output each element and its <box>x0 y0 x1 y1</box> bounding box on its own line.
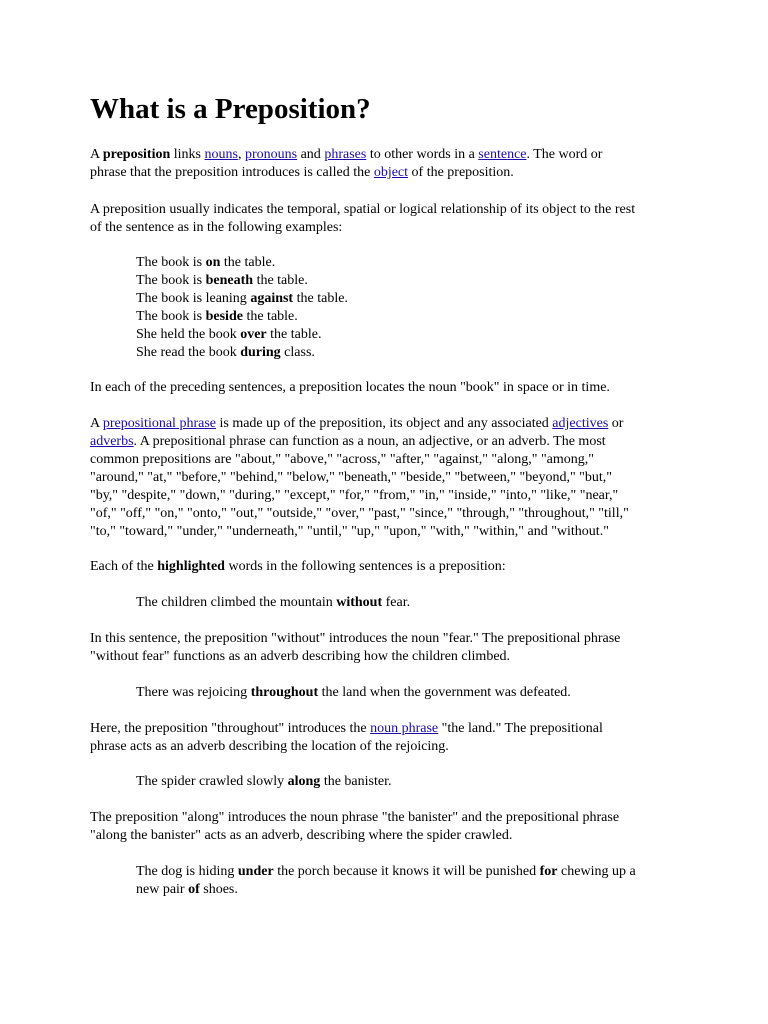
text-run: is made up of the preposition, its object and any associated <box>215 416 553 431</box>
text-line: In this sentence, the preposition "without" introduces the noun "fear." The prepositional phrase <box>90 631 621 646</box>
page-title: What is a Preposition? <box>90 93 371 125</box>
preposition-highlight: on <box>205 255 221 270</box>
text-run: shoes. <box>199 882 238 897</box>
text-run: She read the book <box>136 345 241 360</box>
preposition-highlight: over <box>240 327 267 342</box>
text-line: The preposition "along" introduces the noun phrase "the banister" and the prepositional phrase <box>90 810 620 825</box>
text-run: words in the following sentences is a preposition: <box>224 559 506 574</box>
text-line <box>90 433 690 451</box>
text-run: and <box>297 147 325 162</box>
preposition-highlight: beside <box>205 309 243 324</box>
text-line: "around," "at," "before," "behind," "below," "beneath," "beside," "between," "beyond," "but," <box>90 470 612 485</box>
text-line: "along the banister" acts as an adverb, describing where the spider crawled. <box>90 828 513 843</box>
text-run: the table. <box>242 309 298 324</box>
preposition-highlight: against <box>250 291 294 306</box>
text-run: The book is <box>136 255 206 270</box>
preposition-highlight: during <box>240 345 281 360</box>
text-line: "by," "despite," "down," "during," "except," "for," "from," "in," "inside," "into," "like," "near," <box>90 488 619 503</box>
text-run: the table. <box>220 255 276 270</box>
text-line: "of," "off," "on," "onto," "out," "outside," "over," "past," "since," "through," "throughout," "till," <box>90 506 629 521</box>
example-sentence <box>136 881 696 899</box>
text-line <box>90 146 690 164</box>
text-run: to other words in a <box>366 147 479 162</box>
text-run: The book is leaning <box>136 291 251 306</box>
text-line: "to," "toward," "under," "underneath," "until," "up," "upon," "with," "within," and "without." <box>90 524 609 539</box>
throughout-explanation <box>90 720 690 756</box>
example-sentence <box>136 272 696 290</box>
text-line: "without fear" functions as an adverb describing how the children climbed. <box>90 649 511 664</box>
text-line: A preposition usually indicates the temporal, spatial or logical relationship of its object to the rest <box>90 202 636 217</box>
example-sentence <box>136 863 696 881</box>
text-run: the land when the government was defeated. <box>318 685 571 700</box>
text-run: of the preposition. <box>408 165 514 180</box>
link-prepositional-phrase[interactable]: prepositional phrase <box>102 416 216 431</box>
example-sentence <box>136 326 696 344</box>
text-run: . The word or <box>526 147 603 162</box>
bold-highlighted: highlighted <box>157 559 225 574</box>
text-run: phrase that the preposition introduces is called the <box>90 165 374 180</box>
text-run: The book is <box>136 273 206 288</box>
text-line <box>90 720 690 738</box>
text-run: the table. <box>293 291 348 306</box>
text-line <box>90 164 690 182</box>
example-sentence <box>136 254 696 272</box>
text-run: chewing up a <box>557 864 636 879</box>
text-run: links <box>170 147 205 162</box>
example-under <box>136 863 696 899</box>
example-sentence <box>136 308 696 326</box>
text-run: . A prepositional phrase can function as a noun, an adjective, or an adverb. The most <box>133 434 606 449</box>
definition-paragraph <box>90 146 690 182</box>
text-run: , <box>237 147 245 162</box>
prepositional-phrase-paragraph <box>90 415 690 541</box>
link-nouns[interactable]: nouns <box>204 147 238 162</box>
preposition-highlight: of <box>188 882 200 897</box>
without-explanation <box>90 630 690 666</box>
highlighted-paragraph <box>90 558 690 576</box>
text-run: the table. <box>253 273 308 288</box>
preposition-highlight: under <box>237 864 274 879</box>
link-pronouns[interactable]: pronouns <box>244 147 298 162</box>
example-throughout <box>136 684 696 702</box>
along-explanation <box>90 809 690 845</box>
link-adverbs[interactable]: adverbs <box>90 434 134 449</box>
text-run: the porch because it knows it will be punished <box>273 864 540 879</box>
text-run: The children climbed the mountain <box>136 595 337 610</box>
example-sentence <box>136 773 696 791</box>
text-run: A <box>90 147 103 162</box>
text-run: the table. <box>266 327 322 342</box>
locates-paragraph <box>90 379 690 397</box>
text-run: A <box>90 416 103 431</box>
example-without <box>136 594 696 612</box>
term-preposition: preposition <box>102 147 171 162</box>
text-run: Each of the <box>90 559 158 574</box>
text-run: She held the book <box>136 327 241 342</box>
text-run: The spider crawled slowly <box>136 774 288 789</box>
text-run: There was rejoicing <box>136 685 251 700</box>
text-run: The dog is hiding <box>136 864 238 879</box>
text-run: The book is <box>136 309 206 324</box>
link-adjectives[interactable]: adjectives <box>552 416 609 431</box>
text-run: the banister. <box>320 774 392 789</box>
examples-list <box>136 254 696 362</box>
example-sentence <box>136 290 696 308</box>
preposition-highlight: beneath <box>205 273 254 288</box>
link-object[interactable]: object <box>373 165 409 180</box>
text-line: phrase acts as an adverb describing the location of the rejoicing. <box>90 739 449 754</box>
preposition-highlight: along <box>287 774 321 789</box>
preposition-highlight: throughout <box>250 685 319 700</box>
text-line <box>90 558 690 576</box>
link-noun-phrase[interactable]: noun phrase <box>370 721 439 736</box>
example-sentence <box>136 684 696 702</box>
example-sentence <box>136 594 696 612</box>
text-run: Here, the preposition "throughout" introduces the <box>90 721 371 736</box>
link-phrases[interactable]: phrases <box>324 147 367 162</box>
text-run: new pair <box>136 882 189 897</box>
text-line: of the sentence as in the following examples: <box>90 220 343 235</box>
text-line: common prepositions are "about," "above," "across," "after," "against," "along," "among," <box>90 452 594 467</box>
text-run: class. <box>280 345 315 360</box>
text-run: fear. <box>382 595 411 610</box>
text-line: In each of the preceding sentences, a preposition locates the noun "book" in space or in time. <box>90 380 610 395</box>
example-along <box>136 773 696 791</box>
text-run: or <box>608 416 624 431</box>
preposition-highlight: without <box>336 595 383 610</box>
relationship-paragraph <box>90 201 690 237</box>
text-run: "the land." The prepositional <box>438 721 603 736</box>
link-sentence[interactable]: sentence <box>478 147 527 162</box>
text-line <box>90 415 690 433</box>
example-sentence <box>136 344 696 362</box>
preposition-highlight: for <box>539 864 558 879</box>
